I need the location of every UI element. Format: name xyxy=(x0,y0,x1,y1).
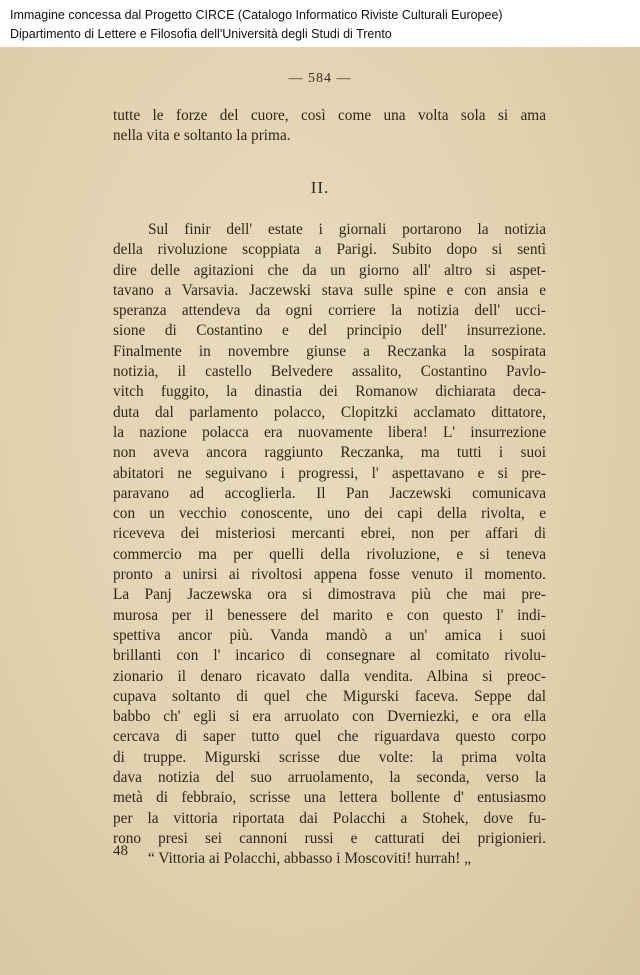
text-line: Sul finir dell' estate i giornali portarono la notizia xyxy=(148,221,546,238)
text-line: murosa per il benessere del marito e con questo l' indi- xyxy=(113,606,546,624)
text-line: spettiva ancor più. Vanda mandò a un' amica i suoi xyxy=(113,626,546,644)
running-head-page-number: — 584 — xyxy=(288,71,352,86)
text-line: sione di Costantino e del principio dell' insurrezione. xyxy=(113,322,546,340)
text-line: cercava di saper tutto quel che riguardava questo corpo xyxy=(113,728,546,746)
text-line: notizia, il castello Belvedere assalito, Costantino Pavlo- xyxy=(113,363,546,381)
text-line: non aveva ancora raggiunto Reczanka, ma tutti i suoi xyxy=(113,444,546,462)
body-paragraph xyxy=(113,220,546,870)
text-line: dava notizia del suo arruolamento, la seconda, verso la xyxy=(113,769,546,787)
text-line: pronto a unirsi ai rivoltosi appena fosse venuto il momento. xyxy=(113,566,546,584)
text-line: rono presi sei cannoni russi e catturati dei prigionieri. xyxy=(113,829,546,847)
text-line: della rivoluzione scoppiata a Parigi. Subito dopo si sentì xyxy=(113,241,546,259)
chapter-title: II. xyxy=(310,178,330,197)
text-line: tavano a Varsavia. Jaczewski stava sulle spine e con ansia e xyxy=(113,281,546,299)
text-line: per la vittoria riportata dai Polacchi a Stohek, dove fu- xyxy=(113,809,546,827)
text-line: la nazione polacca era nuovamente libera! L' insurrezione xyxy=(113,423,546,441)
text-line: cupava soltanto di quel che Migurski faceva. Seppe dal xyxy=(113,687,546,705)
folio-number: 48 xyxy=(113,843,128,859)
text-line: “ Vittoria ai Polacchi, abbasso i Moscoviti! hurrah! „ xyxy=(148,850,471,868)
text-line: brillanti con l' incarico di consegnare al comitato rivolu- xyxy=(113,647,546,665)
text-line: La Panj Jaczewska ora si dimostrava più che mai pre- xyxy=(113,586,546,604)
credit-line-1: Immagine concessa dal Progetto CIRCE (Catalogo Informatico Riviste Culturali Europee) xyxy=(10,8,503,22)
text-line: con un vecchio conoscente, uno dei capi della rivolta, e xyxy=(113,505,546,523)
credit-line-2: Dipartimento di Lettere e Filosofia dell'Università degli Studi di Trento xyxy=(10,27,392,41)
text-line: vitch fuggito, la dinastia dei Romanow dichiarata deca- xyxy=(113,383,546,401)
text-line: babbo ch' egli si era arruolato con Dverniezki, e ora ella xyxy=(113,708,546,726)
text-line: speranza attendeva da ogni corriere la notizia dell' ucci- xyxy=(113,302,546,320)
text-line: zionario il denaro ricavato dalla vendita. Albina si preoc- xyxy=(113,667,546,685)
text-line: riceveva dei misteriosi mercanti ebrei, non per affari di xyxy=(113,525,546,543)
text-line: tutte le forze del cuore, così come una volta sola si ama xyxy=(113,107,546,124)
text-line: commercio ma per quelli della rivoluzione, e si teneva xyxy=(113,545,546,563)
text-line: duta dal parlamento polacco, Clopitzki acclamato dittatore, xyxy=(113,403,546,421)
text-line: paravano ad accoglierla. Il Pan Jaczewski comunicava xyxy=(113,484,546,502)
text-line: abitatori ne seguivano i progressi, l' aspettavano e si pre- xyxy=(113,464,546,482)
text-line: dire delle agitazioni che da un giorno all' altro si aspet- xyxy=(113,261,546,279)
text-line: di truppe. Migurski scrisse due volte: la prima volta xyxy=(113,748,546,766)
image-credit-banner xyxy=(0,0,640,47)
text-line: nella vita e soltanto la prima. xyxy=(113,127,291,145)
intro-paragraph xyxy=(113,106,546,147)
text-line: Finalmente in novembre giunse a Reczanka la sospirata xyxy=(113,342,546,360)
text-line: metà di febbraio, scrisse una lettera bollente d' entusiasmo xyxy=(113,789,546,807)
